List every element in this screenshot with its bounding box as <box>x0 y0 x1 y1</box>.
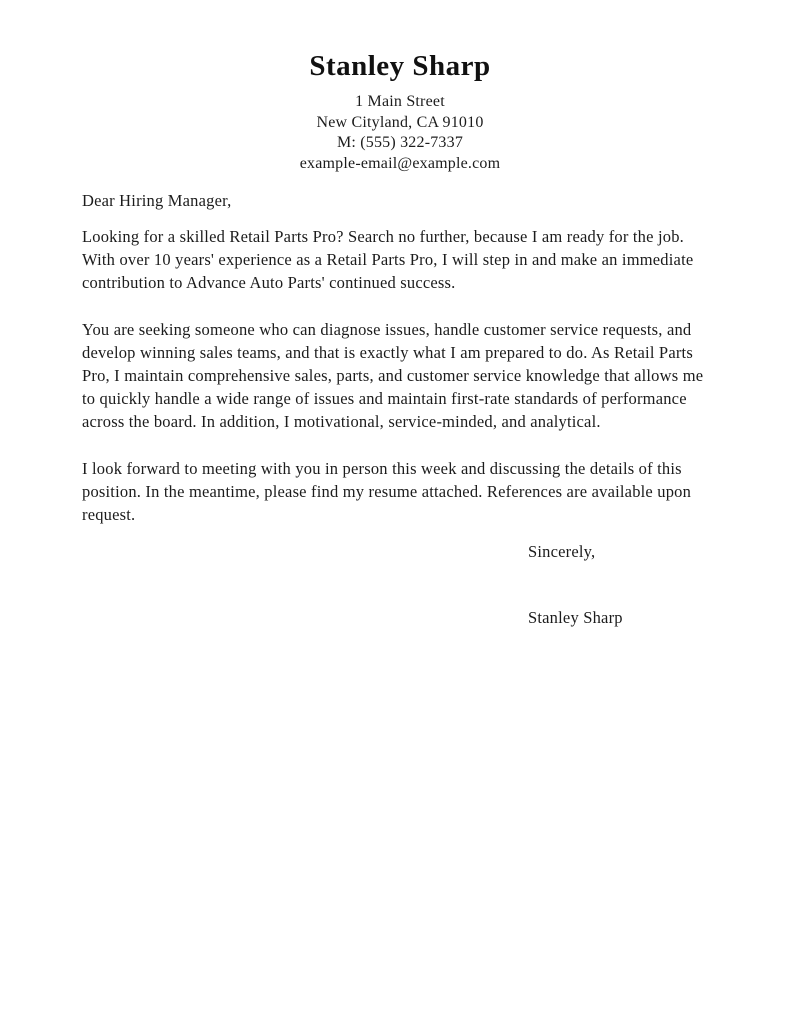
letter-body <box>0 189 800 629</box>
sender-phone: M: (555) 322-7337 <box>336 134 464 151</box>
letter-header <box>0 0 800 174</box>
sender-name: Stanley Sharp <box>309 50 491 82</box>
sender-email: example-email@example.com <box>299 154 501 172</box>
closing-salutation: Sincerely, <box>528 542 596 561</box>
sender-city-state-zip: New Cityland, CA 91010 <box>316 113 484 131</box>
body-paragraph-2: You are seeking someone who can diagnose issues, handle customer service requests, and develop winning sales teams, and that is exactly what I am prepared to do. As Retail Parts Pro, I maintain comprehensive sales, parts, and customer service knowledge that allows me to quickly handle a wide range of issues and maintain first-rate standards of performance across the board. In addition, I motivational, service-minded, and analytical. <box>82 320 704 431</box>
signature-name: Stanley Sharp <box>528 608 623 627</box>
closing-block <box>528 540 720 629</box>
body-paragraph-1: Looking for a skilled Retail Parts Pro? Search no further, because I am ready for the job. With over 10 years' experience as a Retail Parts Pro, I will step in and make an immediate contribution to Advance Auto Parts' continued success. <box>82 227 694 292</box>
salutation: Dear Hiring Manager, <box>82 191 232 210</box>
sender-street-address: 1 Main Street <box>355 93 445 110</box>
body-paragraph-3: I look forward to meeting with you in person this week and discussing the details of this position. In the meantime, please find my resume attached. References are available upon request. <box>82 459 692 524</box>
